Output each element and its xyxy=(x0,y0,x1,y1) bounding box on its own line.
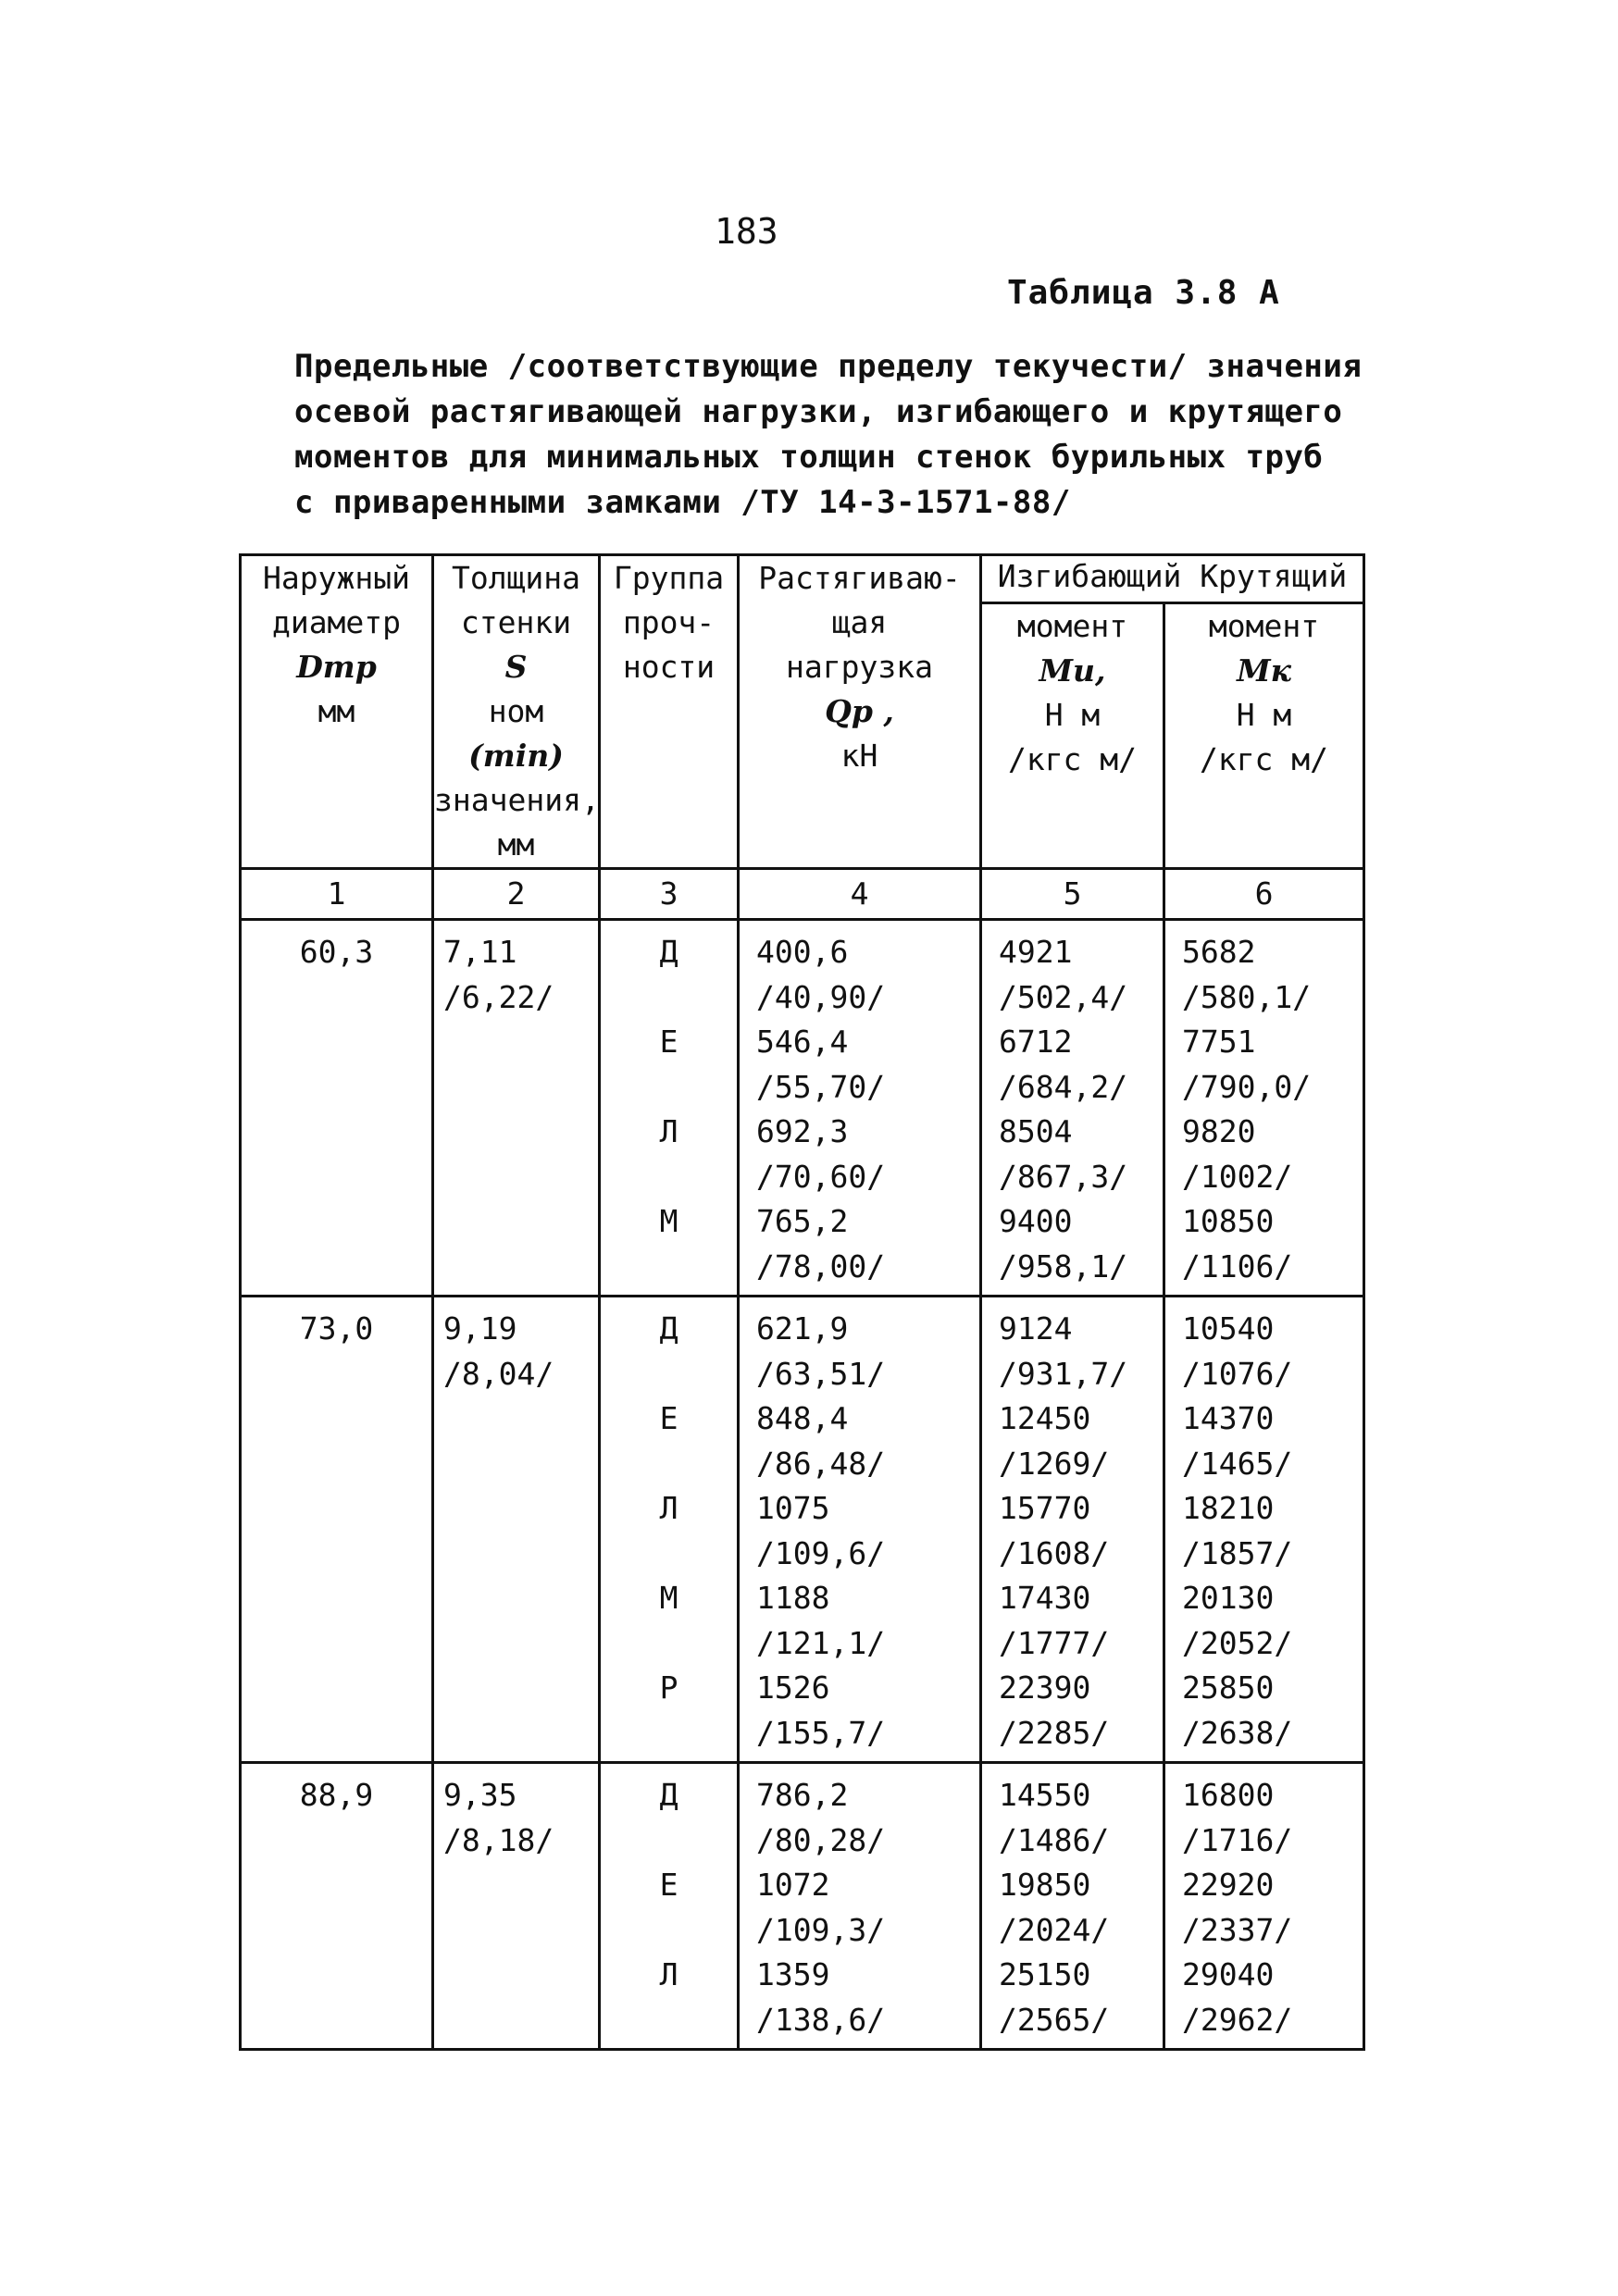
wall-thickness-cell xyxy=(433,1763,600,2050)
bending-moment-value: 19850 xyxy=(999,1867,1091,1903)
outer-diameter-value: 60,3 xyxy=(299,934,374,970)
tensile-load-value: /109,3/ xyxy=(756,1911,886,1948)
strength-group-cell xyxy=(600,920,739,1297)
torque-value: /1002/ xyxy=(1182,1158,1293,1195)
tensile-load-cell xyxy=(739,1763,981,2050)
torque-cell xyxy=(1164,1297,1364,1763)
strength-group-cell xyxy=(600,1297,739,1763)
column-number: 2 xyxy=(433,869,600,920)
column-number: 6 xyxy=(1164,869,1364,920)
header-moments-group: Изгибающий Крутящий xyxy=(981,555,1364,603)
torque-value: 18210 xyxy=(1182,1490,1275,1526)
bending-moment-value: /684,2/ xyxy=(999,1068,1128,1105)
tensile-load-value: /121,1/ xyxy=(756,1624,886,1661)
tensile-load-value: /55,70/ xyxy=(756,1068,886,1105)
bending-moment-value: 12450 xyxy=(999,1400,1091,1436)
bending-moment-value: /2565/ xyxy=(999,2001,1110,2038)
torque-value: /1076/ xyxy=(1182,1355,1293,1392)
wall-thickness-value: /6,22/ xyxy=(443,978,554,1015)
strength-group-value: М xyxy=(659,1580,678,1616)
header-thickness: Толщина стенки S ном (min) значения, мм xyxy=(433,555,600,869)
bending-moment-value: 9124 xyxy=(999,1310,1073,1347)
bending-moment-value: 4921 xyxy=(999,934,1073,970)
strength-group-value: Р xyxy=(659,1669,678,1706)
outer-diameter-cell xyxy=(241,1763,433,2050)
bending-moment-cell xyxy=(981,1297,1164,1763)
bending-moment-value: /931,7/ xyxy=(999,1355,1128,1392)
wall-thickness-value: 7,11 xyxy=(443,934,517,970)
tensile-load-value: /63,51/ xyxy=(756,1355,886,1392)
outer-diameter-cell xyxy=(241,1297,433,1763)
table-row xyxy=(241,1763,1364,2050)
tensile-load-value: 765,2 xyxy=(756,1203,849,1239)
table-row xyxy=(241,920,1364,1297)
caption-line: осевой растягивающей нагрузки, изгибающего и крутящего xyxy=(294,393,1343,430)
bending-moment-value: 22390 xyxy=(999,1669,1091,1706)
torque-value: 9820 xyxy=(1182,1113,1256,1149)
column-number: 3 xyxy=(600,869,739,920)
tensile-load-value: 1075 xyxy=(756,1490,830,1526)
tensile-load-value: /80,28/ xyxy=(756,1821,886,1858)
torque-value: /1106/ xyxy=(1182,1247,1293,1285)
strength-group-cell xyxy=(600,1763,739,2050)
bending-moment-value: /1486/ xyxy=(999,1821,1110,1858)
header-strength-group: Группа проч- ности xyxy=(600,555,739,869)
strength-group-value: М xyxy=(659,1203,678,1239)
header-diameter: Наружный диаметр Dтр мм xyxy=(241,555,433,869)
strength-group-value: Л xyxy=(659,1956,678,1992)
torque-value: 10540 xyxy=(1182,1310,1275,1347)
outer-diameter-cell xyxy=(241,920,433,1297)
column-number: 1 xyxy=(241,869,433,920)
torque-value: /2337/ xyxy=(1182,1911,1293,1948)
torque-value: 7751 xyxy=(1182,1024,1256,1060)
tensile-load-value: 621,9 xyxy=(756,1310,849,1347)
torque-value: 14370 xyxy=(1182,1400,1275,1436)
tensile-load-value: 848,4 xyxy=(756,1400,849,1436)
tensile-load-value: 786,2 xyxy=(756,1777,849,1813)
torque-value: /580,1/ xyxy=(1182,978,1312,1015)
bending-moment-cell xyxy=(981,920,1164,1297)
torque-value: 20130 xyxy=(1182,1580,1275,1616)
tensile-load-cell xyxy=(739,1297,981,1763)
torque-value: 10850 xyxy=(1182,1203,1275,1239)
bending-moment-value: 8504 xyxy=(999,1113,1073,1149)
strength-group-value: Д xyxy=(659,934,678,970)
wall-thickness-cell xyxy=(433,1297,600,1763)
header-torque: момент Мк Н м /кгс м/ xyxy=(1164,603,1364,869)
wall-thickness-value: /8,04/ xyxy=(443,1355,554,1392)
tensile-load-value: /109,6/ xyxy=(756,1534,886,1571)
table-body xyxy=(241,920,1364,2050)
tensile-load-value: /155,7/ xyxy=(756,1714,886,1751)
bending-moment-value: 17430 xyxy=(999,1580,1091,1616)
strength-group-value: Е xyxy=(659,1400,678,1436)
bending-moment-value: /1608/ xyxy=(999,1534,1110,1571)
strength-group-value: Д xyxy=(659,1310,678,1347)
bending-moment-value: /502,4/ xyxy=(999,978,1128,1015)
bending-moment-value: /2024/ xyxy=(999,1911,1110,1948)
bending-moment-value: 9400 xyxy=(999,1203,1073,1239)
tensile-load-value: /78,00/ xyxy=(756,1247,886,1285)
bending-moment-value: /958,1/ xyxy=(999,1247,1128,1285)
torque-cell xyxy=(1164,1763,1364,2050)
torque-value: 29040 xyxy=(1182,1956,1275,1992)
tensile-load-value: /40,90/ xyxy=(756,978,886,1015)
torque-value: /1716/ xyxy=(1182,1821,1293,1858)
tensile-load-value: 1188 xyxy=(756,1580,830,1616)
torque-value: /2638/ xyxy=(1182,1714,1293,1751)
torque-value: /2052/ xyxy=(1182,1624,1293,1661)
wall-thickness-value: 9,19 xyxy=(443,1310,517,1347)
strength-group-value: Е xyxy=(659,1867,678,1903)
column-number: 5 xyxy=(981,869,1164,920)
tensile-load-value: 1526 xyxy=(756,1669,830,1706)
strength-group-value: Д xyxy=(659,1777,678,1813)
tensile-load-value: 1072 xyxy=(756,1867,830,1903)
bending-moment-value: /867,3/ xyxy=(999,1158,1128,1195)
torque-value: 5682 xyxy=(1182,934,1256,970)
strength-group-value: Л xyxy=(659,1490,678,1526)
bending-moment-value: 15770 xyxy=(999,1490,1091,1526)
tensile-load-value: /86,48/ xyxy=(756,1445,886,1482)
tensile-load-value: 400,6 xyxy=(756,934,849,970)
bending-moment-value: /1269/ xyxy=(999,1445,1110,1482)
tensile-load-value: /138,6/ xyxy=(756,2001,886,2038)
table-label: Таблица 3.8 А xyxy=(1007,274,1280,312)
caption-line: Предельные /соответствующие пределу текучести/ значения xyxy=(294,348,1363,385)
column-number-row xyxy=(241,869,1364,920)
torque-value: 22920 xyxy=(1182,1867,1275,1903)
strength-group-value: Е xyxy=(659,1024,678,1060)
wall-thickness-value: 9,35 xyxy=(443,1777,517,1813)
bending-moment-value: 25150 xyxy=(999,1956,1091,1992)
header-bending-moment: момент Ми, Н м /кгс м/ xyxy=(981,603,1164,869)
wall-thickness-cell xyxy=(433,920,600,1297)
caption-line: с приваренными замками /ТУ 14-3-1571-88/ xyxy=(294,484,1071,521)
bending-moment-value: 6712 xyxy=(999,1024,1073,1060)
bending-moment-value: /1777/ xyxy=(999,1624,1110,1661)
column-number: 4 xyxy=(739,869,981,920)
page-number: 183 xyxy=(715,211,778,252)
tensile-load-value: 546,4 xyxy=(756,1024,849,1060)
bending-moment-cell xyxy=(981,1763,1164,2050)
tensile-load-value: 692,3 xyxy=(756,1113,849,1149)
torque-value: /1465/ xyxy=(1182,1445,1293,1482)
tensile-load-value: /70,60/ xyxy=(756,1158,886,1195)
data-table xyxy=(239,553,1365,2051)
tensile-load-value: 1359 xyxy=(756,1956,830,1992)
caption-line: моментов для минимальных толщин стенок бурильных труб xyxy=(294,439,1324,476)
torque-value: 16800 xyxy=(1182,1777,1275,1813)
bending-moment-value: /2285/ xyxy=(999,1714,1110,1751)
strength-group-value: Л xyxy=(659,1113,678,1149)
torque-value: 25850 xyxy=(1182,1669,1275,1706)
header-tensile-load: Растягиваю- щая нагрузка Qр , кН xyxy=(739,555,981,869)
torque-cell xyxy=(1164,920,1364,1297)
bending-moment-value: 14550 xyxy=(999,1777,1091,1813)
outer-diameter-value: 88,9 xyxy=(299,1777,374,1813)
outer-diameter-value: 73,0 xyxy=(299,1310,374,1347)
torque-value: /1857/ xyxy=(1182,1534,1293,1571)
tensile-load-cell xyxy=(739,920,981,1297)
table-row xyxy=(241,1297,1364,1763)
table-caption xyxy=(294,344,1363,526)
wall-thickness-value: /8,18/ xyxy=(443,1821,554,1858)
torque-value: /790,0/ xyxy=(1182,1068,1312,1105)
torque-value: /2962/ xyxy=(1182,2001,1293,2038)
